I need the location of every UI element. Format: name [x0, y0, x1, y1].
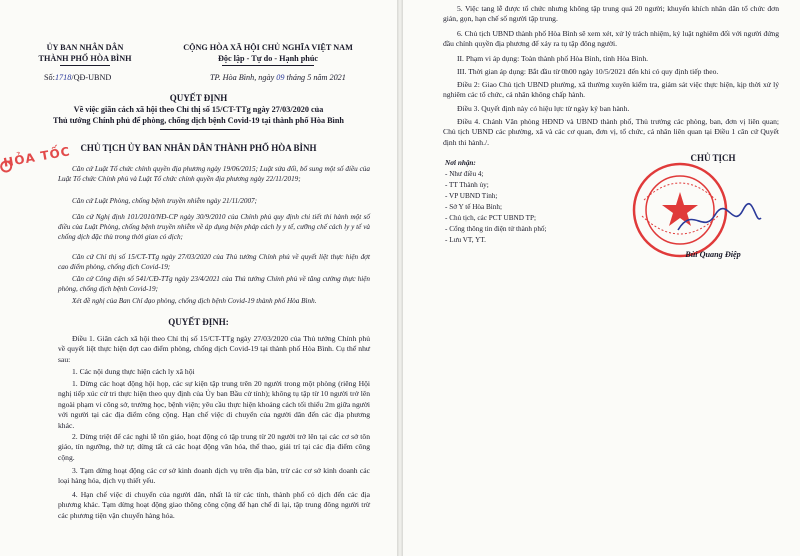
agency-line-2: THÀNH PHỐ HÒA BÌNH	[38, 54, 132, 63]
legal-basis-4: Căn cứ Chỉ thị số 15/CT-TTg ngày 27/03/2020 của Thủ tướng Chính phủ về quyết liệt thực hiện đợt cao điểm phòng, chống dịch Covid-19;	[58, 253, 370, 272]
national-title: CỘNG HÒA XÃ HỘI CHỦ NGHĨA VIỆT NAM	[183, 43, 353, 52]
agency-underline	[60, 65, 110, 66]
recipients-title: Nơi nhận:	[445, 159, 476, 167]
measure-item-1: 1. Dừng các hoạt động hội họp, các sự kiện tập trung trên 20 người trong một phòng (riêng Hội nghị tiếp xúc cử tri thực hiện theo quy định của Ủy ban Bầu cử tỉnh); không tụ tập từ 10 người trở lên ngoài phạm vi công sở, trường học, bệnh viện; yêu cầu thực hiện khoảng cách tối thiểu 2m giữa người với người tại các địa điểm công cộng. Hạn chế việc di chuyển của người dân đến các địa phương khác.	[58, 379, 370, 430]
motto-underline	[222, 65, 314, 66]
measure-item-5: 5. Việc tang lễ được tổ chức nhưng không tập trung quá 20 người; khuyến khích nhân dân tổ chức đơn giản, gọn, hạn chế số người tập trung.	[443, 4, 779, 24]
subject-line-1: Về việc giãn cách xã hội theo Chỉ thị số 15/CT-TTg ngày 27/03/2020 của	[73, 105, 324, 114]
legal-basis-3: Căn cứ Nghị định 101/2010/NĐ-CP ngày 30/9/2010 của Chính phủ quy định chi tiết thi hành một số điều của Luật Phòng, chống bệnh truyền nhiễm về áp dụng biện pháp cách ly y tế, cưỡng chế cách ly y tế và chống dịch đặc thù trong thời gian có dịch;	[58, 213, 370, 242]
recipient-7: - Lưu VT, YT.	[445, 236, 486, 244]
article-4: Điều 4. Chánh Văn phòng HĐND và UBND thành phố, Thủ trưởng các phòng, ban, đơn vị liên quan; Chủ tịch UBND các phường, xã và các cơ quan, đơn vị, tổ chức, cá nhân liên quan tại Điều 1 căn cứ Quyết định thi hành./.	[443, 117, 779, 147]
issue-date	[210, 72, 346, 83]
decision-heading: QUYẾT ĐỊNH:	[168, 317, 229, 327]
recipient-6: - Cổng thông tin điện tử thành phố;	[445, 225, 547, 233]
legal-basis-2: Căn cứ Luật Phòng, chống bệnh truyền nhiễm ngày 21/11/2007;	[72, 197, 258, 205]
document-page-right	[403, 0, 800, 556]
measure-item-6: 6. Chủ tịch UBND thành phố Hòa Bình sẽ xem xét, xử lý trách nhiệm, kỷ luật nghiêm đối với người đứng đầu chính quyền địa phương để xảy ra tụ tập đông người.	[443, 29, 779, 49]
legal-basis-6: Xét đề nghị của Ban Chỉ đạo phòng, chống dịch bệnh Covid-19 thành phố Hòa Bình.	[72, 297, 317, 305]
document-page-left	[0, 0, 397, 556]
recipient-5: - Chủ tịch, các PCT UBND TP;	[445, 214, 536, 222]
measure-item-2: 2. Dừng triệt để các nghi lễ tôn giáo, hoạt động có tập trung từ 20 người trở lên tại các cơ sở tôn giáo, tín ngưỡng, thờ tự; dừng tất cả các hoạt động văn hóa, thể thao, giải trí tại các địa điểm công cộng.	[58, 432, 370, 462]
document-type-title: QUYẾT ĐỊNH	[169, 93, 228, 103]
signer-name: Bùi Quang Điệp	[685, 250, 741, 259]
issuing-authority: CHỦ TỊCH ỦY BAN NHÂN DÂN THÀNH PHỐ HÒA BÌNH	[80, 143, 317, 153]
signature-icon	[673, 200, 763, 240]
document-number	[44, 72, 111, 83]
urgent-stamp: HỎA TỐC	[2, 144, 72, 170]
signer-title: CHỦ TỊCH	[690, 153, 736, 163]
legal-basis-1: Căn cứ Luật Tổ chức chính quyền địa phương ngày 19/06/2015; Luật sửa đổi, bổ sung một số điều của Luật Tổ chức Chính phủ và Luật Tổ chức chính quyền địa phương ngày 22/11/2019;	[58, 165, 370, 184]
recipient-3: - VP UBND Tỉnh;	[445, 192, 498, 200]
article-2: Điều 2: Giao Chủ tịch UBND phường, xã thường xuyên kiểm tra, giám sát việc thực hiện, kịp thời xử lý nghiêm các tổ chức, cá nhân không chấp hành.	[443, 80, 779, 100]
subject-line-2: Thủ tướng Chính phủ để phòng, chống dịch bệnh Covid-19 tại thành phố Hòa Bình	[53, 116, 344, 125]
date-day-handwritten: 09	[276, 73, 285, 82]
subject-underline	[160, 129, 240, 130]
article-1: Điều 1. Giãn cách xã hội theo Chỉ thị số 15/CT-TTg ngày 27/03/2020 của Thủ tướng Chính phủ về quyết liệt thực hiện đợt cao điểm phòng, chống dịch Covid-19 tại thành phố Hòa Bình. Cụ thể như sau:	[58, 334, 370, 364]
doc-number-suffix: /QĐ-UBND	[71, 73, 112, 82]
time-of-application: III. Thời gian áp dụng: Bắt đầu từ 0h00 ngày 10/5/2021 đến khi có quy định tiếp theo.	[457, 67, 719, 76]
section-1-heading: 1. Các nội dung thực hiện cách ly xã hội	[72, 367, 195, 376]
measure-item-4: 4. Hạn chế việc di chuyển của người dân, nhất là từ các tỉnh, thành phố có dịch đến các địa phương khác. Tạm dừng hoạt động giao thông công cộng để hạn chế đi lại, tập trung đông người trừ các phương tiện vận chuyển hàng hóa.	[58, 490, 370, 520]
recipient-1: - Như điều 4;	[445, 170, 484, 178]
recipient-2: - TT Thành ủy;	[445, 181, 489, 189]
article-3: Điều 3. Quyết định này có hiệu lực từ ngày ký ban hành.	[457, 104, 630, 113]
doc-number-prefix: Số:	[44, 73, 55, 82]
scope-of-application: II. Phạm vi áp dụng: Toàn thành phố Hòa Bình, tỉnh Hòa Bình.	[457, 54, 649, 63]
agency-line-1: ỦY BAN NHÂN DÂN	[46, 43, 124, 52]
national-motto: Độc lập - Tự do - Hạnh phúc	[217, 54, 319, 63]
measure-item-3: 3. Tạm dừng hoạt động các cơ sở kinh doanh dịch vụ trên địa bàn, trừ các cơ sở kinh doanh các loại hàng hóa, dịch vụ thiết yếu.	[58, 466, 370, 486]
date-suffix: tháng 5 năm 2021	[286, 73, 346, 82]
recipient-4: - Sở Y tế Hòa Bình;	[445, 203, 502, 211]
date-prefix: TP. Hòa Bình, ngày	[210, 73, 275, 82]
legal-basis-5: Căn cứ Công điện số 541/CĐ-TTg ngày 23/4/2021 của Thủ tướng Chính phủ về tăng cường thực hiện phòng, chống dịch bệnh Covid-19;	[58, 275, 370, 294]
doc-number-handwritten: 1718	[54, 73, 72, 82]
